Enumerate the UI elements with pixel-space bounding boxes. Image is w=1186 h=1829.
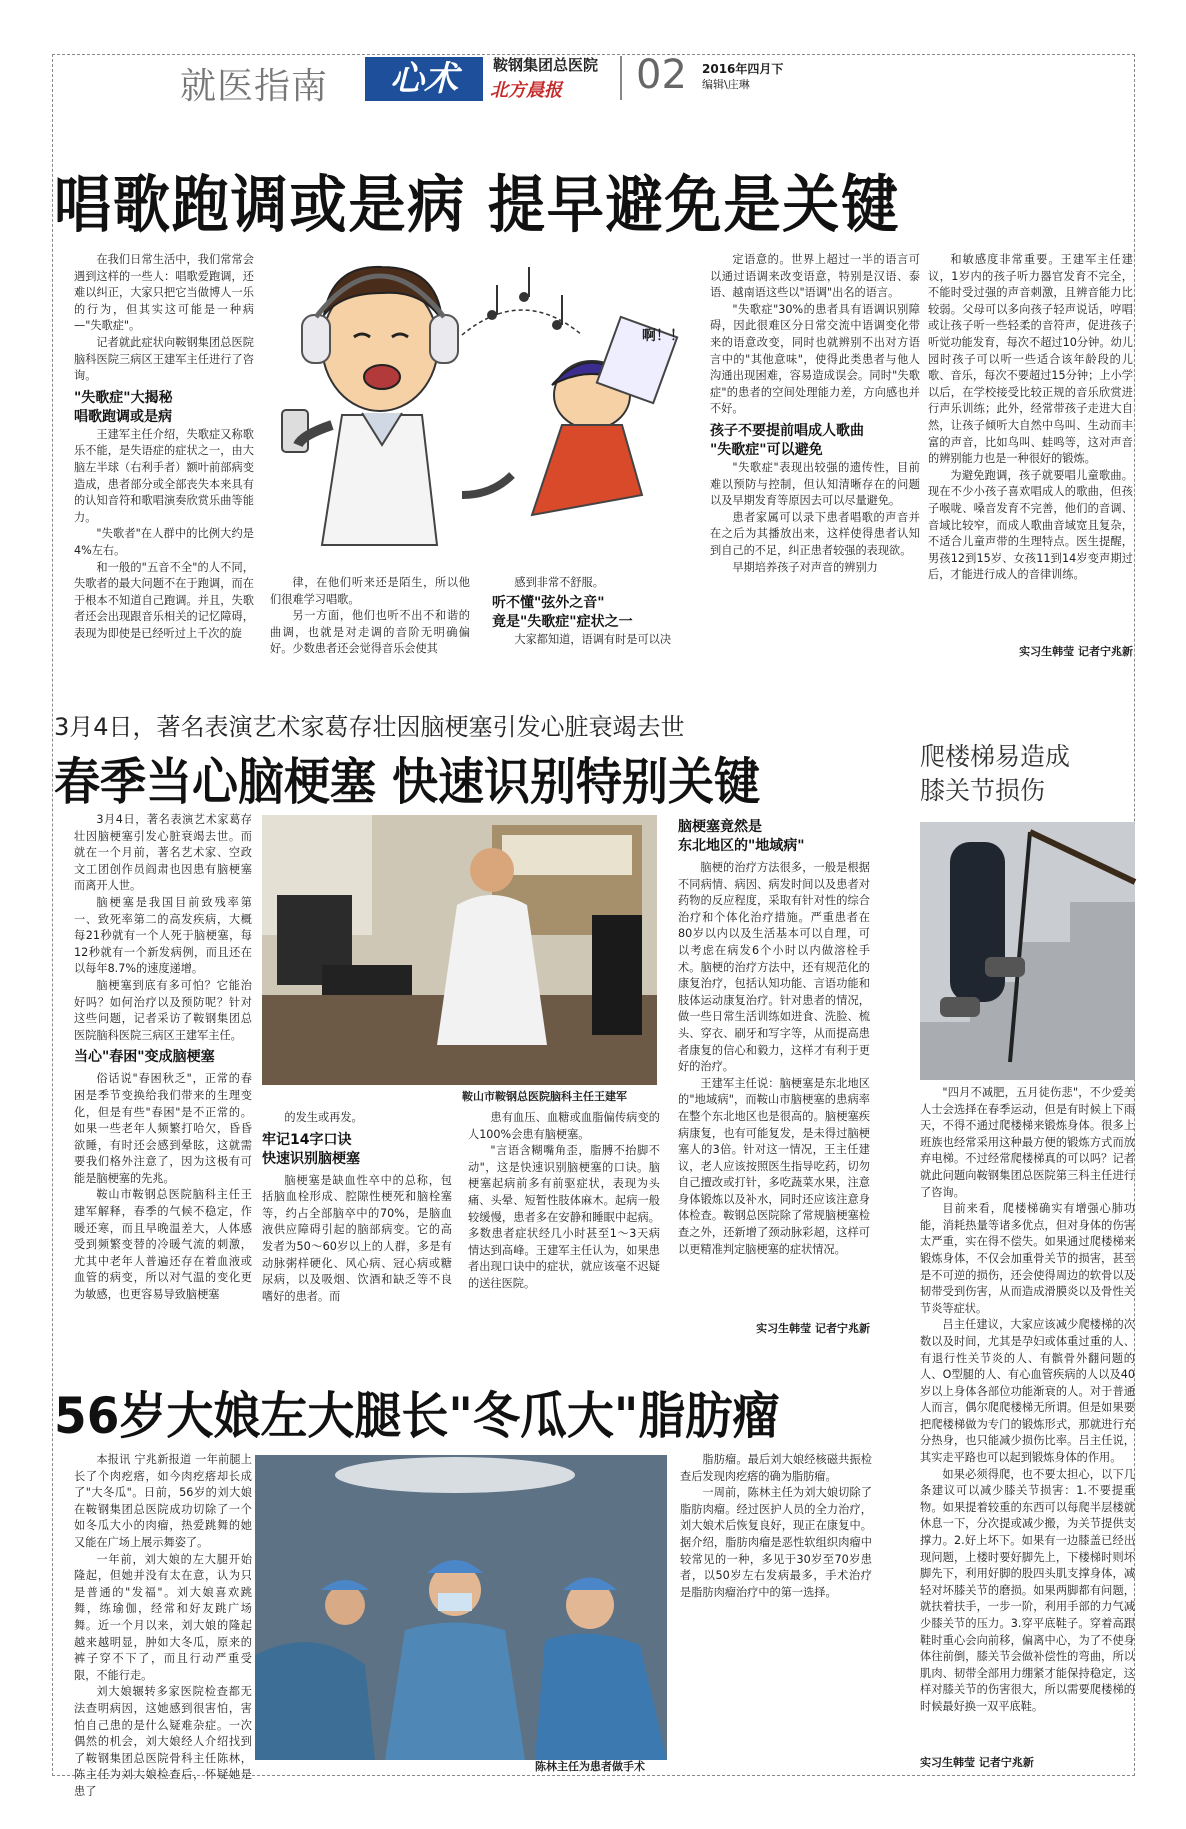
paragraph: 和一般的"五音不全"的人不同，失歌者的最大问题不在于跑调，而在于根本不知道自己跑调。并且，失歌者还会出现跟音乐相关的记忆障碍，表现为即使是已经听过上千次的旋 [74,560,254,640]
paragraph: "失歌症"表现出较强的遗传性，目前难以预防与控制，但认知清晰存在的问题以及早期发育等原因去可以尽量避免。 [710,460,920,508]
paragraph: 记者就此症状向鞍钢集团总医院脑科医院三病区王建军主任进行了咨询。 [74,335,254,383]
masthead-divider [620,56,622,100]
music-notes-icon [462,267,582,335]
article2-photo-caption: 鞍山市鞍钢总医院脑科主任王建军 [462,1090,627,1103]
subheading: 快速识别脑梗塞 [262,1150,360,1167]
paragraph: 和敏感度非常重要。王建军主任建议，1岁内的孩子听力器官发育不完全，不能时受过强的声音刺激，且辨音能力比较弱。父母可以多向孩子轻声说话，哼唱或让孩子听一些轻柔的音符声，促进孩子听觉功能发育，每次不超过10分钟。幼儿园时孩子可以听一些适合该年龄段的儿歌、音乐，每次不要超过15分钟；上小学以后，在学校接受比较正规的音乐欣赏进行声乐训练；此外，经常带孩子走进大自然，让孩子倾听大自然中鸟叫、生动而丰富的声音，比如鸟叫、蛙鸣等，这对声音的辨别能力也是一种很好的锻炼。 [928,253,1133,466]
article1-byline: 实习生韩莹 记者宁兆新 [1019,645,1133,658]
stairs-photo [920,822,1135,1080]
article2-col3 [468,1110,660,1335]
side-article-headline [920,740,1070,808]
paragraph: "失歌症"30%的患者具有语调识别障碍，因此很难区分日常交流中语调变化带来的语意改变，同时也就辨别不出对方语言中的"其他意味"，使得此类患者与他人沟通出现困难，容易造成误会。同时"失歌症"的患者的空间处理能力差，方向感也并不好。 [710,302,920,416]
article1-headline: 唱歌跑调或是病 提早避免是关键 [54,168,901,241]
article2-headline: 春季当心脑梗塞 快速识别特别关键 [54,753,761,811]
subheading: 唱歌跑调或是病 [74,408,172,425]
article3-headline: 56岁大娘左大腿长"冬瓜大"脂肪瘤 [54,1387,780,1445]
paragraph: 脑梗塞是缺血性卒中的总称，包括脑血栓形成、腔隙性梗死和脑栓塞等，约占全部脑卒中的70%，是脑血液供应障碍引起的脑部病变。它的高发者为50～60岁以上的人群，多是有动脉粥样硬化、风心病、冠心病或糖尿病，以及吸烟、饮酒和缺乏等不良嗜好的患者。而 [262,1173,452,1303]
article2-col2 [262,1110,452,1335]
column-logo: 心术 [365,57,483,101]
subheading: 脑梗塞竟然是 [678,819,762,835]
paragraph: 患者家属可以录下患者唱歌的声音并在之后为其播放出来，这样使得患者认知到自己的不足，纠正患者较强的表现欲。 [710,510,920,557]
side-article-text [920,1085,1135,1752]
paragraph: 一年前，刘大娘的左大腿开始隆起，但她并没有太在意，认为只是普通的"发福"。刘大娘喜欢跳舞，练瑜伽，经常和好友跳广场舞。近一个月以来，刘大娘的隆起越来越明显，肿如大冬瓜，原来的裤子穿不下了，而且行动严重受限，不能行走。 [74,1552,252,1682]
section-title: 就医指南 [180,66,329,107]
subheading: 孩子不要提前唱成人歌曲 [710,422,864,439]
subheading: 牢记14字口诀 [262,1131,352,1148]
article3-col1 [74,1452,252,1798]
article1-col4 [710,252,920,657]
article1-col2 [270,575,470,655]
singer-figure [282,267,458,545]
paragraph: 王建军主任介绍，失歌症又称歌乐不能，是失语症的症状之一，由大脑左半球（右利手者）额叶前部病变造成，患者部分或全部丧失本来具有的认知音符和歌唱演奏欣赏乐曲等能力。 [74,427,254,524]
paragraph: 的发生或再发。 [284,1111,363,1124]
surgery-photo [255,1455,667,1760]
side-title-line1: 爬楼梯易造成 [920,742,1071,771]
hospital-name: 鞍钢集团总医院 [493,56,599,74]
music-player-icon [282,410,308,452]
paragraph: 吕主任建议，大家应该减少爬楼梯的次数以及时间，尤其是孕妇或体重过重的人、有退行性关节炎的人、有髌骨外翻问题的人、O型腿的人、有心血管疾病的人以及40岁以上身体各部位功能渐衰的人。对于普通人而言，偶尔爬爬楼梯无所谓。但是如果要把爬楼梯做为专门的锻炼形式，那就进行充分热身，也只能减少损伤比率。吕主任说，其实走平路也可以起到锻炼身体的作用。 [920,1318,1135,1465]
editor-credit: 编辑\庄琳 [702,78,750,91]
article2-kicker: 3月4日，著名表演艺术家葛存壮因脑梗塞引发心脏衰竭去世 [54,713,685,741]
paragraph: 律，在他们听来还是陌生，所以他们很难学习唱歌。 [270,576,470,606]
issue-date: 2016年四月下 [702,62,784,76]
doctor-photo-art [262,815,657,1085]
subheading: 东北地区的"地域病" [678,838,805,854]
subheading: 听不懂"弦外之音" [492,594,605,611]
paragraph: 大家都知道，语调有时是可以决 [514,632,672,646]
paragraph: 鞍山市鞍钢总医院脑科主任王建军解释，春季的气候不稳定，作暖还寒，而且早晚温差大，人体感受到频繁变替的冷暖气流的刺激，尤其中老年人普遍还存在着血液或血管的病变，所以对气温的变化更为敏感，也更容易导致脑梗塞 [74,1188,252,1302]
paragraph: "四月不减肥，五月徒伤悲"，不少爱美人士会选择在春季运动，但是有时候上下雨天，不得不通过爬楼梯来锻炼身体。很多上班族也经常采用这种最方便的锻炼方式而放弃电梯。不过经常爬楼梯真的可以吗？记者就此问题向鞍钢集团总医院第三科主任进行了咨询。 [920,1086,1135,1199]
paragraph: 目前来看，爬楼梯确实有增强心肺功能，消耗热量等诸多优点，但对身体的伤害太严重，实在得不偿失。如果通过爬楼梯来锻炼身体，不仅会加重骨关节的损害，甚至是不可逆的损伤，还会使得周边的软骨以及韧带受到伤害，从而造成滑膜炎以及骨性关节炎等症状。 [920,1202,1135,1315]
article2-col1 [74,812,252,1332]
article3-col2 [680,1452,872,1632]
subheading: "失歌症"可以避免 [710,441,823,458]
side-title-line2: 膝关节损伤 [920,776,1046,805]
paragraph: 本报讯 宁兆新报道 一年前腿上长了个肉疙瘩，如今肉疙瘩却长成了"大冬瓜"。日前，56岁的刘大娘在鞍钢集团总医院成功切除了一个如冬瓜大小的肉瘤，热爱跳舞的她又能在广场上展示舞姿了。 [74,1453,252,1549]
article1-col3 [492,575,702,655]
paragraph: "言语含糊嘴角歪，脂膊不抬脚不动"，这是快速识别脑梗塞的口诀。脑梗塞起病前多有前驱症状，表现为头痛、头晕、短暂性肢体麻木。起病一般较缓慢，患者多在安静和睡眠中起病。多数患者症状经几小时甚至1～3天病情达到高峰。王建军主任认为，如果患者出现口诀中的症状，就应该毫不迟疑的送往医院。 [468,1144,660,1290]
paragraph: 早期培养孩子对声音的辨别力 [732,560,878,574]
paragraph: "失歌者"在人群中的比例大约是4%左右。 [74,527,254,557]
newspaper-logo: 北方晨报 [490,80,562,101]
paragraph: 脂肪瘤。最后刘大娘经核磁共振检查后发现肉疙瘩的确为脂肪瘤。 [680,1453,872,1483]
article2-col4 [678,818,870,1318]
paragraph: 刘大娘辗转多家医院检查都无法查明病因，这她感到很害怕，害怕自己患的是什么疑难杂症。一次偶然的机会，刘大娘经人介绍找到了鞍钢集团总医院骨科主任陈林，陈主任为刘大娘检查后，怀疑她是患了 [74,1685,252,1798]
paragraph: 俗话说"春困秋乏"，正常的春困是季节变换给我们带来的生理变化，但是有些"春困"是不正常的。如果一些老年人频繁打哈欠，昏昏欲睡，有时还会感到晕眩，这就需要我们格外注意了，因为这极有可能是脑梗塞的先兆。 [74,1072,252,1185]
stairs-photo-art [920,822,1135,1080]
paragraph: 另一方面，他们也听不出不和谐的曲调，也就是对走调的音阶无明确偏好。少数患者还会觉得音乐会使其 [270,609,470,656]
surgery-photo-art [255,1455,667,1760]
paragraph: 为避免跑调，孩子就要唱儿童歌曲。现在不少小孩子喜欢唱成人的歌曲，但孩子喉咙、嗓音发育不完善，他们的音调、音域比较窄，而成人歌曲音域宽且复杂，不适合儿童声带的生理特点。医生提醒，男孩12到15岁、女孩11到14岁变声期过后，才能进行成人的音律训练。 [928,468,1133,582]
paragraph: 在我们日常生活中，我们常常会遇到这样的一些人：唱歌爱跑调，还难以纠正，大家只把它当做博人一乐的行为，但其实这可能是一种病—"失歌症"。 [74,253,254,333]
article3-photo-caption: 陈林主任为患者做手术 [535,1760,645,1773]
article2-byline: 实习生韩莹 记者宁兆新 [756,1322,870,1335]
paragraph: 脑梗塞是我国目前致残率第一、致死率第二的高发疾病，大概每21秒就有一个人死于脑梗塞，每12秒就有一个新发病例，而且还在以每年8.7%的速度递增。 [74,895,252,976]
paragraph: 感到非常不舒服。 [514,576,604,589]
subheading: 当心"春困"变成脑梗塞 [74,1049,215,1066]
annoyed-child-figure [462,317,677,515]
doctor-office-photo [262,815,657,1085]
paragraph: 3月4日，著名表演艺术家葛存壮因脑梗塞引发心脏衰竭去世。而就在一个月前，著名艺术家、空政文工团创作员阎肃也因患有脑梗塞而离开人世。 [74,813,252,893]
subheading: "失歌症"大揭秘 [74,389,173,406]
illustration-exclamation: 啊！！ [642,328,684,344]
paragraph: 定语意的。世界上超过一半的语言可以通过语调来改变语意，特别是汉语、泰语、越南语这些以"语调"出名的语言。 [710,253,920,300]
paragraph: 如果必须得爬，也不要太担心，以下几条建议可以减少膝关节损害：1.不要提重物。如果提着较重的东西可以每爬半层楼就休息一下，分次提或减少搬，为关节提供支撑力。2.好上坏下。如果有一边膝盖已经出现问题，上楼时要好脚先上，下楼梯时则坏脚先下，利用好脚的股四头肌支撑身体，减轻对坏膝关节的磨损。如果两脚都有问题，就扶着扶手，一步一阶，利用手部的力气减少膝关节的压力。3.穿平底鞋子。穿着高跟鞋时重心会向前移，偏离中心，为了不使身体往前倒，膝关节会做补偿性的弯曲，所以肌肉、韧带全部用力绷紧才能保持稳定，这样对膝关节的伤害很大，所以需要爬楼梯的时候最好换一双平底鞋。 [920,1467,1135,1713]
paragraph: 脑梗的治疗方法很多，一般是根据不同病情、病因、病发时间以及患者对药物的反应程度，采取有针对性的综合治疗和个体化治疗措施。严重患者在80岁以内以及生活基本可以自理，可以考虑在病发6个小时以内做溶栓手术。脑梗的治疗方法中，还有规范化的康复治疗，包括认知功能、言语功能和肢体运动康复治疗。针对患者的情况，做一些日常生活训练如进食、洗脸、梳头、穿衣、刷牙和写字等，从而提高患者康复的信心和毅力，这样才有利于更好的治疗。 [678,861,870,1074]
paragraph: 王建军主任说：脑梗塞是东北地区的"地域病"，而鞍山市脑梗塞的患病率在整个东北地区也是很高的。脑梗塞疾病康复，也有可能复发，是未得过脑梗塞人的3倍。针对这一情况，王主任建议，老人应该按照医生指导吃药，切勿自己擅改或打针，多吃蔬菜水果，注意身体锻炼以及补水，同时还应该注意身体检查。鞍钢总医院除了常规脑梗塞检查之外，还新增了颈动脉彩超，这样可以更精准判定脑梗塞的症状情况。 [678,1076,870,1256]
article1-col5 [928,252,1133,640]
paragraph: 脑梗塞到底有多可怕？它能治好吗？如何治疗以及预防呢？针对这些问题，记者采访了鞍钢集团总医院脑科医院三病区王建军主任。 [74,978,252,1042]
subheading: 竟是"失歌症"症状之一 [492,613,633,630]
paragraph: 一周前，陈林主任为刘大娘切除了脂肪肉瘤。经过医护人员的全力治疗，刘大娘术后恢复良好，现正在康复中。据介绍，脂肪肉瘤是恶性软组织肉瘤中较常见的一种，多见于30岁至70岁患者，以50岁左右发病最多，手术治疗是脂肪肉瘤治疗中的第一选择。 [680,1486,872,1599]
side-byline: 实习生韩莹 记者宁兆新 [920,1756,1034,1769]
article1-col1 [74,252,254,640]
paragraph: 患有血压、血糖或血脂偏传病变的人100%会患有脑梗塞。 [468,1111,660,1141]
singer-cartoon-illustration [262,245,702,570]
page-number: 02 [636,52,687,98]
